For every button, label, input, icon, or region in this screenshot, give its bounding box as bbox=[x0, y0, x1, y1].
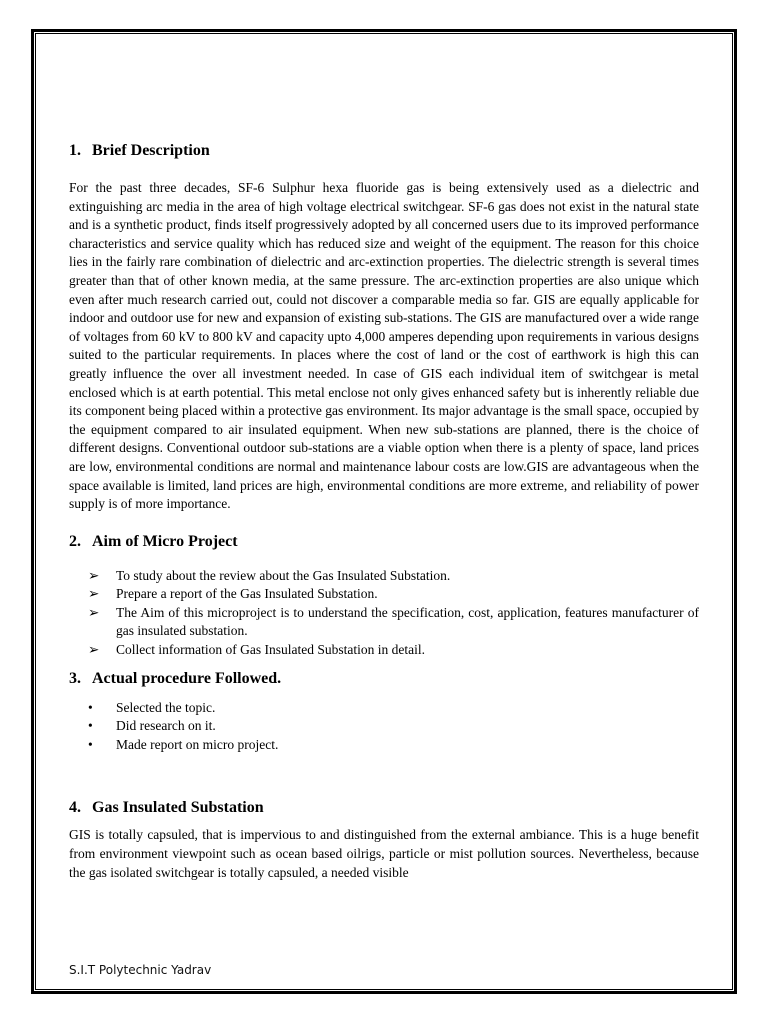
section-number: 4. bbox=[69, 799, 81, 817]
list-item-text: Did research on it. bbox=[116, 718, 216, 734]
aim-list bbox=[69, 567, 699, 660]
list-item-text: Selected the topic. bbox=[116, 699, 216, 715]
bullet-icon: • bbox=[88, 736, 93, 752]
bullet-icon: • bbox=[88, 699, 93, 715]
list-item-text: To study about the review about the Gas Insulated Substation. bbox=[116, 567, 451, 583]
list-item bbox=[69, 736, 699, 755]
section-heading bbox=[69, 531, 699, 553]
section-number: 1. bbox=[69, 142, 81, 159]
list-item bbox=[69, 585, 699, 604]
section-heading bbox=[69, 797, 699, 819]
list-item bbox=[69, 604, 699, 641]
arrow-bullet-icon: ➢ bbox=[88, 567, 100, 583]
section-number: 2. bbox=[69, 532, 81, 550]
page-footer: S.I.T Polytechnic Yadrav bbox=[69, 963, 212, 977]
list-item-text: The Aim of this microproject is to understand the specification, cost, application, features manufacturer of gas insulated substation. bbox=[116, 604, 699, 639]
section-title: Actual procedure Followed. bbox=[92, 669, 282, 687]
section-number: 3. bbox=[69, 669, 81, 687]
section-title: Gas Insulated Substation bbox=[92, 799, 264, 817]
list-item bbox=[69, 717, 699, 736]
arrow-bullet-icon: ➢ bbox=[88, 586, 100, 602]
list-item-text: Made report on micro project. bbox=[116, 736, 279, 752]
arrow-bullet-icon: ➢ bbox=[88, 604, 100, 620]
procedure-list bbox=[69, 699, 699, 755]
section-heading bbox=[69, 668, 699, 690]
list-item bbox=[69, 567, 699, 586]
list-item bbox=[69, 641, 699, 660]
bullet-icon: • bbox=[88, 718, 93, 734]
section-title: Aim of Micro Project bbox=[92, 532, 238, 550]
arrow-bullet-icon: ➢ bbox=[88, 642, 100, 658]
section-paragraph: GIS is totally capsuled, that is impervious to and distinguished from the external ambiance. This is a huge benefit from environment viewpoint such as ocean based oilrigs, particle or mist pollution sources. Nevertheless, because the gas isolated switchgear is totally capsuled, a needed visible bbox=[69, 827, 699, 880]
list-item-text: Prepare a report of the Gas Insulated Substation. bbox=[116, 586, 378, 602]
document-body bbox=[69, 138, 699, 882]
list-item-text: Collect information of Gas Insulated Substation in detail. bbox=[116, 642, 425, 658]
list-item bbox=[69, 699, 699, 718]
section-title: Brief Description bbox=[92, 142, 210, 159]
section-heading bbox=[69, 140, 699, 162]
section-paragraph: For the past three decades, SF-6 Sulphur hexa fluoride gas is being extensively used as a dielectric and extinguishing arc media in the area of high voltage electrical switchgear. SF-6 gas does not exist in the natural state and is a synthetic product, finds itself progressively adopted by all concerned users due to its improved performance characteristics and service quality which has reduced size and weight of the equipment. The reason for this choice lies in the fairly rare combination of dielectric and arc-extinction properties. The dielectric strength is several times greater than that of other known media, at the same pressure. The arc-extinction properties are also unique which even after much research carried out, could not discover a comparable media so far. GIS are equally applicable for indoor and outdoor use for new and expansion of existing sub-stations. The GIS are manufactured over a wide range of voltages from 60 kV to 800 kV and capacity upto 4,000 amperes depending upon requirements in various designs suited to the particular requirements. In places where the cost of land or the cost of earthwork is high this can greatly influence the over all investment needed. In case of GIS each individual item of switchgear is metal enclosed which is at earth potential. This metal enclose not only gives enhanced safety but is inherently reliable due its component being placed within a protective gas environment. Its major advantage is the small space, occupied by the equipment compared to air insulated equipment. When new sub-stations are planned, there is the choice of different designs. Conventional outdoor sub-stations are a viable option when there is a plenty of space, land prices are low, environmental conditions are normal and maintenance labour costs are low.GIS are advantageous when the space available is limited, land prices are high, environmental conditions are more extreme, and reliability of power supply is of more importance. bbox=[69, 180, 699, 512]
